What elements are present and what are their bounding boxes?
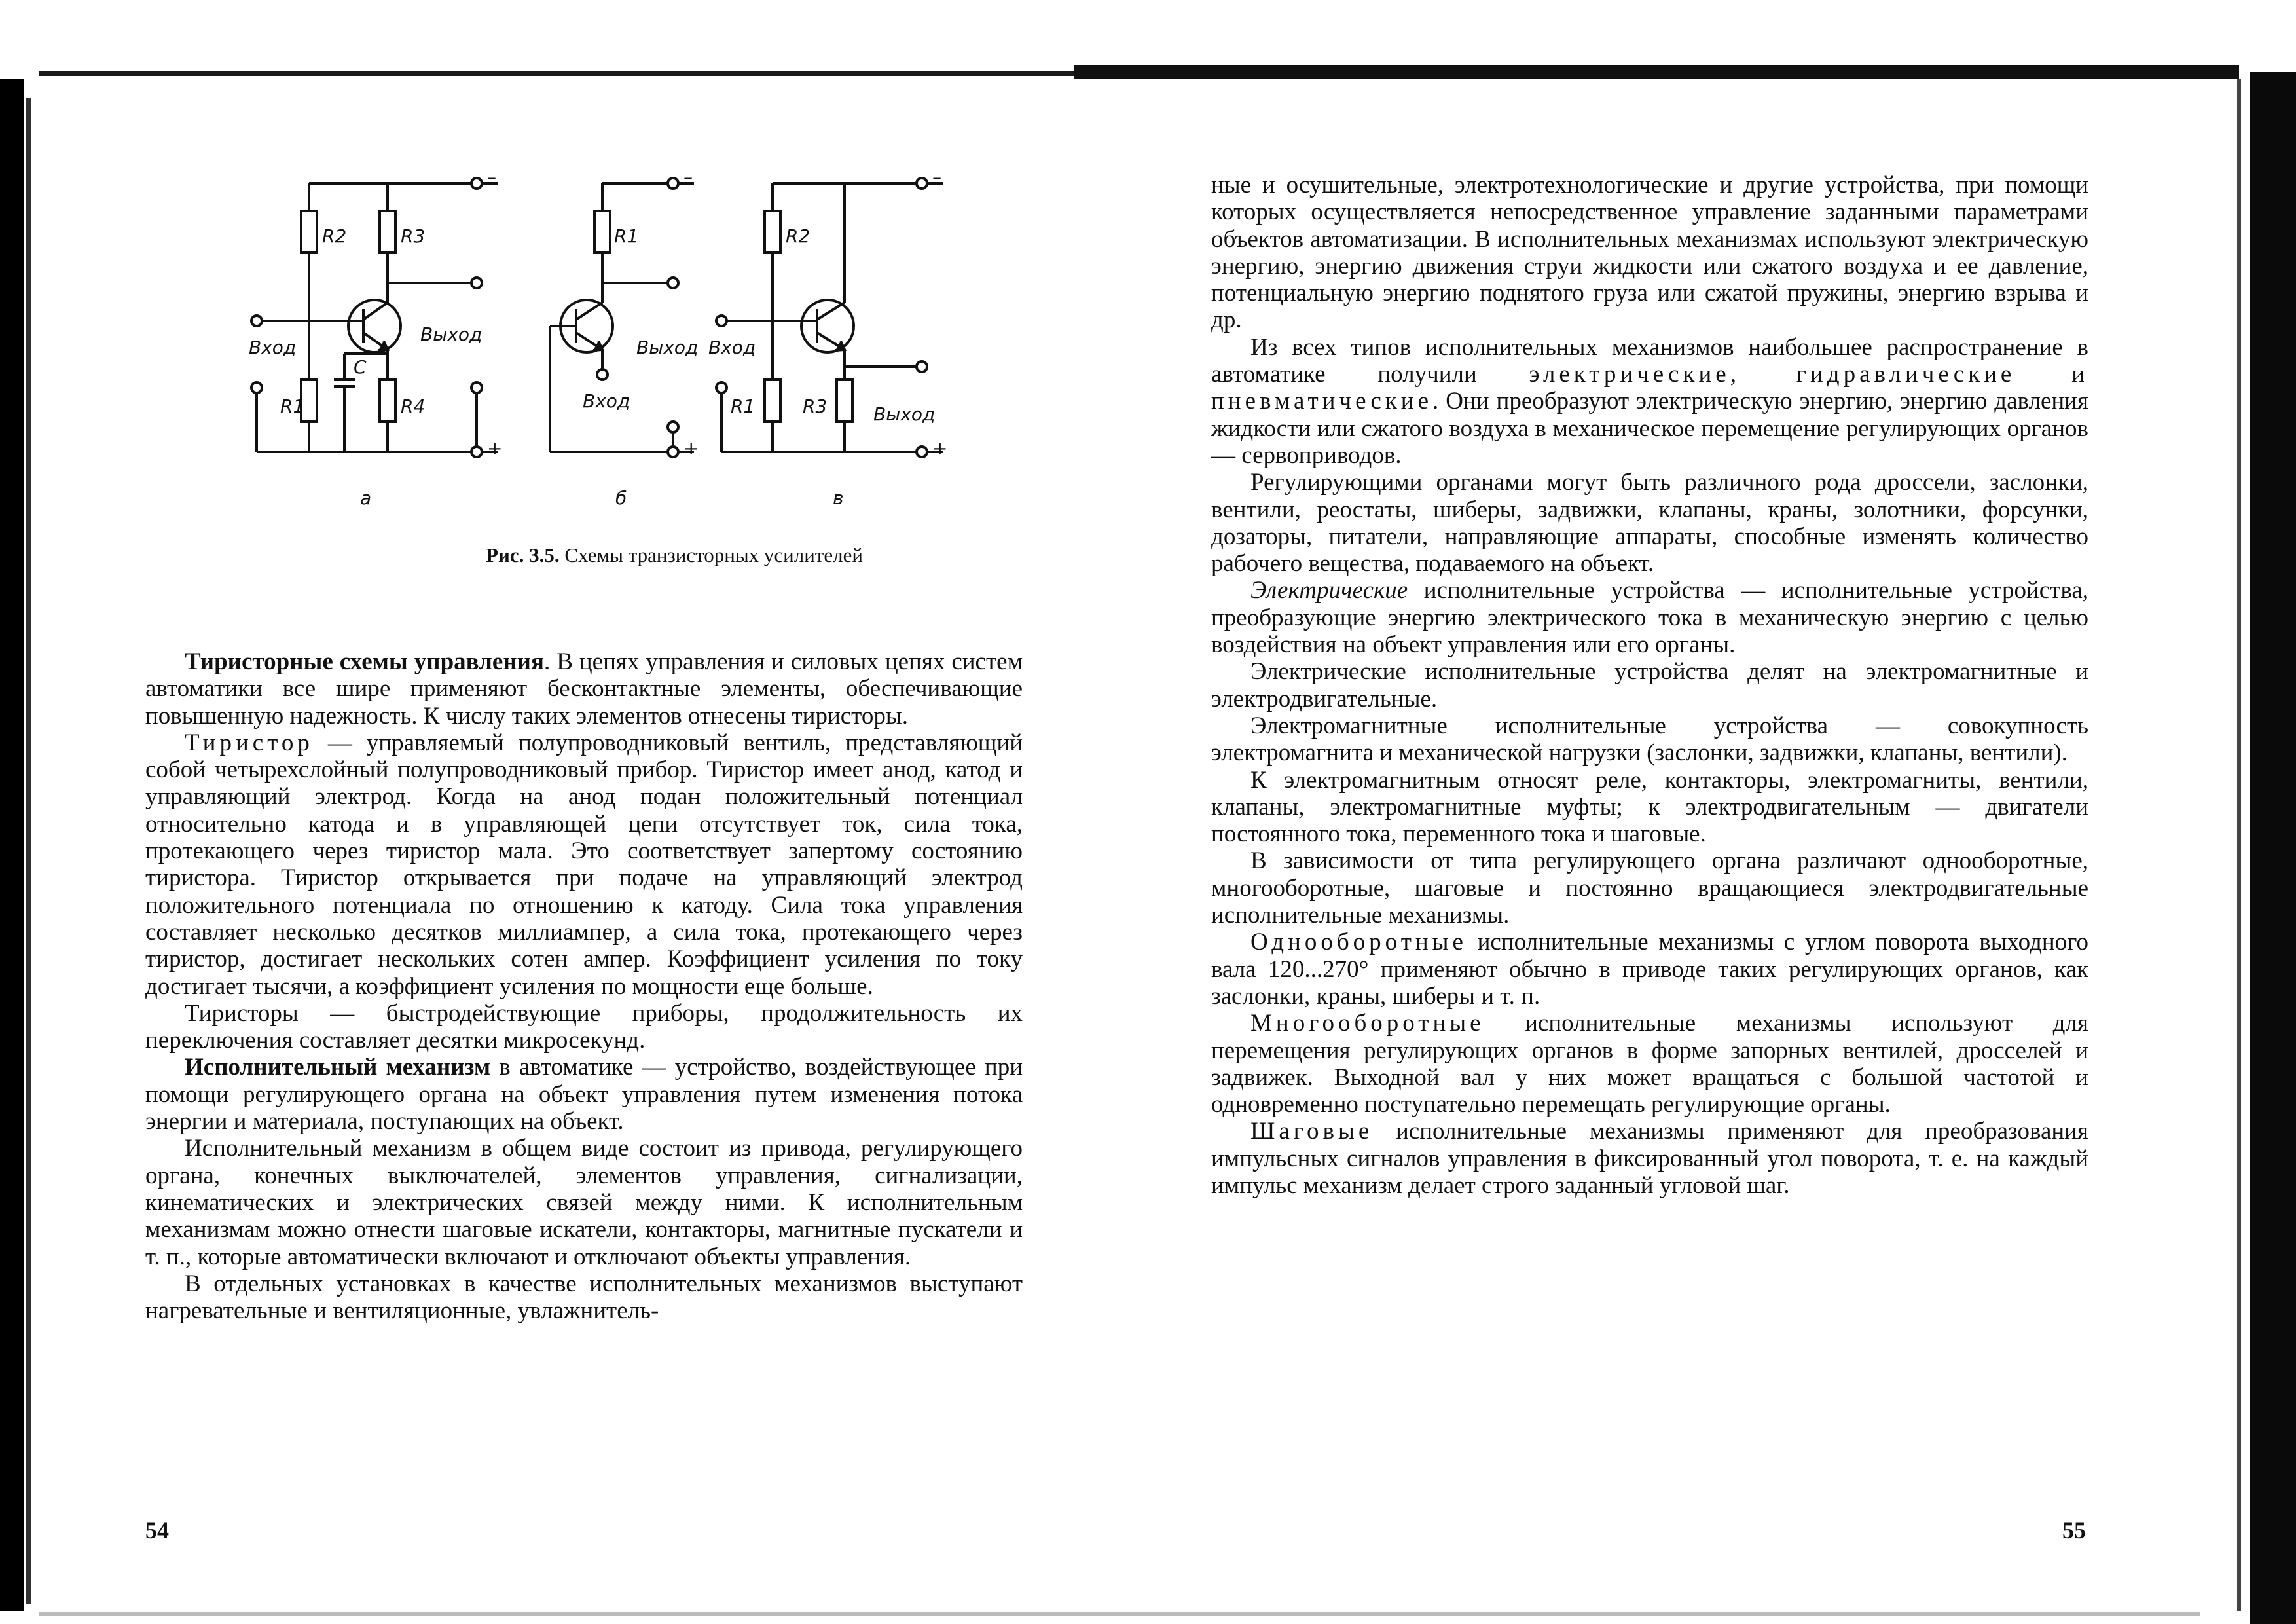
right-paragraph-continuation: ные и осушительные, электротехнологические и другие устройства, при помощи которых осуществляется непосредственное управление заданными параметрами объектов автоматизации. В исполнительных механизмах используют электрическую энергию, энергию движения струи жидкости или сжатого воздуха и ее давление, потенциальную энергию поднятого груза или сжатой пружины, энергию взрыва и др.	[1211, 172, 2088, 334]
right-paragraph-types	[1211, 334, 2088, 469]
right-p9-term: Однооборотные	[1250, 929, 1467, 956]
right-p2-a: Из всех типов исполнительных механизмов наибольшее распространение в автоматике получили	[1211, 333, 2088, 388]
figure-caption-label: Рис. 3.5.	[486, 544, 560, 566]
right-paragraph-single-turn	[1211, 929, 2088, 1010]
right-p11-term: Шаговые	[1250, 1118, 1374, 1145]
right-paragraph-classification: В зависимости от типа регулирующего органа различают однооборотные, многооборотные, шаговые и постоянно вращающиеся электродвигательные исполнительные механизмы.	[1211, 847, 2088, 929]
left-p1-heading: Тиристорные схемы управления	[185, 648, 544, 675]
right-page-body	[1211, 172, 2088, 1199]
bottom-page-edge	[39, 1612, 2200, 1616]
label-v-output: Выход	[873, 403, 936, 425]
label-v-plus: +	[932, 437, 948, 459]
label-a-input: Вход	[249, 337, 297, 358]
label-v-r2: R2	[786, 225, 811, 247]
left-paragraph-actuator-composition: Исполнительный механизм в общем виде состоит из привода, регулирующего органа, конечных выключателей, элементов управления, сигнализации, кинематических и электрических связей между ними. К исполнительным механизмам можно отнести шаговые искатели, контакторы, магнитные пускатели и т. п., которые автоматически включают и отключают объекты управления.	[145, 1135, 1023, 1270]
right-paragraph-electric-devices	[1211, 577, 2088, 658]
left-p2-term: Тиристор	[185, 729, 314, 756]
label-a-output: Выход	[420, 323, 483, 345]
left-paragraph-speed: Тиристоры — быстродействующие приборы, продолжительность их переключения составляет десятки микросекунд.	[145, 999, 1023, 1054]
label-v-r3: R3	[803, 396, 828, 417]
right-paragraph-regulating-organs: Регулирующими органами могут быть различного рода дроссели, заслонки, вентили, реостаты, шиберы, задвижки, клапаны, краны, золотники, форсунки, дозаторы, питатели, направляющие аппараты, способные изменять количество рабочего вещества, подаваемого на объект.	[1211, 469, 2088, 578]
left-p1-text: . В цепях управления и силовых цепях систем автоматики все шире применяют бесконтактные элементы, обеспечивающие повышенную надежность. К числу таких элементов отнесены тиристоры.	[145, 648, 1023, 729]
label-v-minus: –	[932, 166, 941, 188]
right-p4-text: исполнительные устройства — исполнительные устройства, преобразующие энергию электрического тока в механическую энергию с целью воздействия на объект управления или его органы.	[1211, 577, 2088, 659]
right-p2-terms: электрические, гидравлические и пневматические	[1211, 361, 2088, 415]
left-page-edge-line	[26, 98, 31, 1604]
right-p10-text: исполнительные механизмы используют для перемещения регулирующих органов в форме запорных вентилей, дросселей и задвижек. Выходной вал у них может вращаться с большой частотой и одновременно поступательно перемещать регулирующие органы.	[1211, 1010, 2088, 1118]
label-b-input: Вход	[583, 390, 630, 412]
right-paragraph-multi-turn	[1211, 1010, 2088, 1118]
circuit-v	[708, 166, 947, 509]
right-paragraph-stepper	[1211, 1118, 2088, 1199]
right-paragraph-division: Электрические исполнительные устройства делят на электромагнитные и электродвигательные.	[1211, 658, 2088, 712]
label-b-plus: +	[683, 437, 699, 459]
transistor-amplifier-circuits-figure	[223, 164, 975, 524]
right-paragraph-examples: К электромагнитным относят реле, контакторы, электромагниты, вентили, клапаны, электромагнитные муфты; к электродвигательным — двигатели постоянного тока, переменного тока и шаговые.	[1211, 766, 2088, 848]
right-p10-term: Многооборотные	[1250, 1010, 1485, 1037]
label-a-r4: R4	[401, 396, 426, 417]
label-b-minus: –	[683, 166, 693, 188]
figure-caption-text: Схемы транзисторных усилителей	[564, 544, 863, 566]
right-page-edge-line	[2237, 79, 2241, 1611]
label-a-c: C	[354, 356, 367, 378]
right-scan-edge	[2250, 72, 2296, 1624]
subfigure-label-v: в	[833, 487, 844, 509]
right-p11-text: исполнительные механизмы применяют для преобразования импульсных сигналов управления в фиксированный угол поворота, т. е. на каждый импульс механизм делает строго заданный угловой шаг.	[1211, 1118, 2088, 1199]
label-a-r2: R2	[322, 225, 347, 247]
left-paragraph-thyristor	[145, 729, 1023, 1000]
left-paragraph-installations: В отдельных установках в качестве исполнительных механизмов выступают нагревательные и вентиляционные, увлажнитель-	[145, 1270, 1023, 1325]
figure-caption	[380, 544, 969, 567]
label-a-plus: +	[487, 437, 503, 459]
right-page-number: 55	[2062, 1517, 2086, 1543]
right-p9-text: исполнительные механизмы с углом поворота выходного вала 120...270° применяют обычно в приводе таких регулирующих органов, как заслонки, краны, шиберы и т. п.	[1211, 929, 2088, 1010]
left-paragraph-thyristor-circuits	[145, 648, 1023, 729]
label-a-minus: –	[487, 166, 496, 188]
left-scan-edge	[0, 79, 24, 1611]
left-p4-heading: Исполнительный механизм	[185, 1054, 491, 1081]
label-a-r1: R1	[280, 396, 305, 417]
left-page-number: 54	[145, 1517, 169, 1543]
left-p2-text: — управляемый полупроводниковый вентиль, представляющий собой четырехслойный полупроводниковый прибор. Тиристор имеет анод, катод и управляющий электрод. Когда на анод подан положительный потенциал относительно катода и в управляющей цепи отсутствует ток, сила тока, протекающего через тиристор мала. Это соответствует запертому состоянию тиристора. Тиристор открывается при подаче на управляющий электрод положительного потенциала по отношению к катоду. Сила тока управления составляет несколько десятков миллиампер, а сила тока, протекающего через тиристор, достигает нескольких сотен ампер. Коэффициент усиления по току достигает тысячи, а коэффициент усиления по мощности еще больше.	[145, 729, 1023, 1000]
label-b-r1: R1	[614, 225, 639, 247]
left-page-body	[145, 648, 1023, 1324]
right-p4-term: Электрические	[1250, 577, 1408, 604]
subfigure-label-a: а	[360, 487, 372, 509]
right-paragraph-electromagnetic: Электромагнитные исполнительные устройства — совокупность электромагнита и механической нагрузки (заслонки, задвижки, клапаны, вентили).	[1211, 712, 2088, 767]
label-a-r3: R3	[401, 225, 426, 247]
left-paragraph-actuator-def	[145, 1054, 1023, 1135]
page-top-edge-shadow	[1074, 65, 2239, 79]
label-v-input: Вход	[708, 337, 756, 358]
label-b-output: Выход	[636, 337, 699, 358]
left-p4-text: в автоматике — устройство, воздействующее при помощи регулирующего органа на объект управления путем изменения потока энергии и материала, поступающих на объект.	[145, 1054, 1023, 1135]
subfigure-label-b: б	[615, 487, 627, 509]
label-v-r1: R1	[731, 396, 756, 417]
circuit-b	[550, 166, 699, 509]
right-p2-b: . Они преобразуют электрическую энергию, энергию давления жидкости или сжатого воздуха в механическое перемещение регулирующих органов — сервоприводов.	[1211, 388, 2088, 469]
circuit-a	[249, 166, 502, 509]
